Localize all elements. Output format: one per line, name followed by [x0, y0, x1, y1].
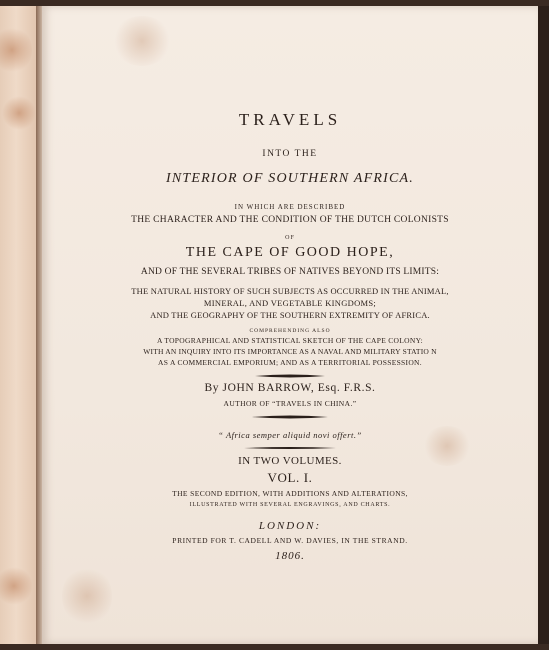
book-title: TRAVELS — [238, 110, 342, 129]
ornamental-rule — [252, 414, 328, 420]
ornamental-rule — [244, 446, 336, 450]
title-page — [42, 6, 538, 644]
commercial-line: AS A COMMERCIAL EMPORIUM; AND AS A TERRITORIAL POSSESSION. — [158, 358, 422, 367]
imprint-year: 1806. — [275, 550, 305, 562]
left-page-edge — [0, 6, 36, 644]
foxing-stain — [0, 566, 32, 606]
subtitle-interior: INTERIOR OF SOUTHERN AFRICA. — [166, 171, 414, 186]
ornamental-rule — [255, 373, 325, 379]
natural-history-line: THE NATURAL HISTORY OF SUCH SUBJECTS AS OCCURRED IN THE ANIMAL, — [131, 286, 449, 296]
latin-motto: “ Africa semper aliquid novi offert.” — [218, 430, 362, 440]
volume-number: VOL. I. — [267, 470, 313, 485]
character-line: THE CHARACTER AND THE CONDITION OF THE DUTCH COLONISTS — [131, 215, 449, 225]
mineral-line: MINERAL, AND VEGETABLE KINGDOMS; — [203, 298, 377, 308]
imprint-printer: PRINTED FOR T. CADELL AND W. DAVIES, IN THE STRAND. — [172, 536, 408, 545]
topographical-line: A TOPOGRAPHICAL AND STATISTICAL SKETCH OF THE CAPE COLONY: — [157, 336, 423, 345]
dark-background-edge — [538, 6, 549, 644]
comprehending-line: COMPREHENDING ALSO — [249, 328, 331, 334]
of-line: OF — [285, 235, 295, 241]
engravings-line: ILLUSTRATED WITH SEVERAL ENGRAVINGS, AND CHARTS. — [189, 502, 391, 508]
subtitle-into-the: INTO THE — [262, 149, 318, 159]
volumes-line: IN TWO VOLUMES. — [238, 455, 342, 467]
cape-of-good-hope: THE CAPE OF GOOD HOPE, — [185, 245, 395, 260]
author-line: By JOHN BARROW, Esq. F.R.S. — [204, 382, 376, 394]
imprint-city: LONDON: — [258, 520, 322, 532]
in-which-described: IN WHICH ARE DESCRIBED — [234, 203, 346, 211]
title-page-text — [42, 6, 538, 644]
geography-line: AND THE GEOGRAPHY OF THE SOUTHERN EXTREMITY OF AFRICA. — [150, 310, 430, 320]
inquiry-line: WITH AN INQUIRY INTO ITS IMPORTANCE AS A NAVAL AND MILITARY STATIO N — [143, 347, 437, 356]
foxing-stain — [2, 96, 36, 130]
author-of-line: AUTHOR OF “TRAVELS IN CHINA.” — [223, 399, 357, 408]
foxing-stain — [0, 26, 32, 74]
edition-line: THE SECOND EDITION, WITH ADDITIONS AND ALTERATIONS, — [172, 489, 408, 498]
tribes-line: AND OF THE SEVERAL TRIBES OF NATIVES BEYOND ITS LIMITS: — [140, 267, 440, 277]
